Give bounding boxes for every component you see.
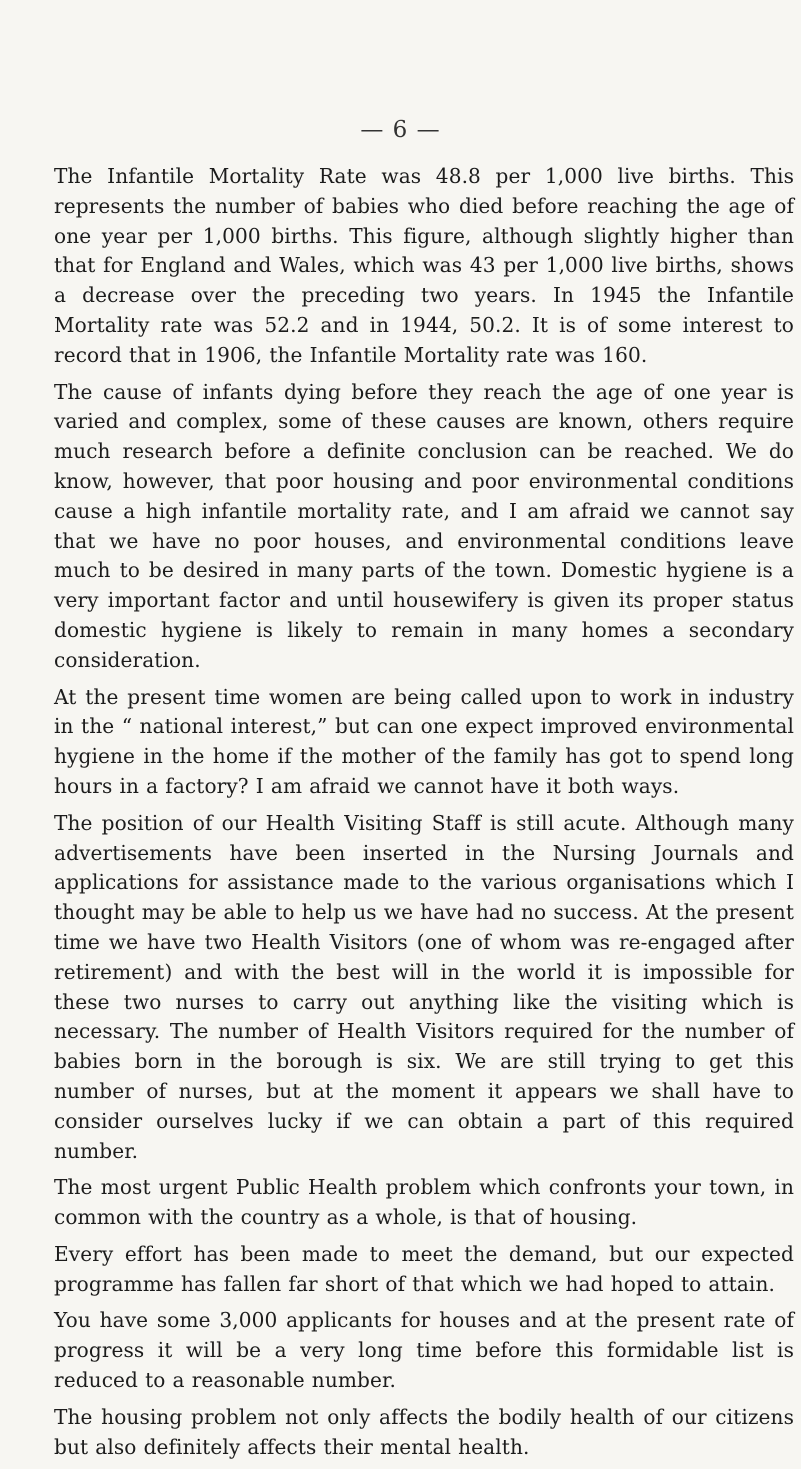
paragraph-housing-health: The housing problem not only affects the bodily health of our citizens but also definitely affects their mental health. (54, 1404, 794, 1459)
paragraph-housing-effort: Every effort has been made to meet the demand, but our expected programme has fallen far short of that which we had hoped to attain. (54, 1241, 794, 1296)
paragraph-health-visiting-staff: The position of our Health Visiting Staff is still acute. Although many advertisements have been inserted in the Nursing Journals and applications for assistance made to the various organisations which I thought may be able to help us we have had no success. At the present time we have two Health Visitors (one of whom was re-engaged after retirement) and with the best will in the world it is impossible for these two nurses to carry out anything like the visiting which is necessary. The number of Health Visitors required for the number of babies born in the borough is six. We are still trying to get this number of nurses, but at the moment it appears we shall have to consider ourselves lucky if we can obtain a part of this required number. (54, 810, 794, 1163)
paragraph-women-in-industry: At the present time women are being called upon to work in industry in the “ national interest,” but can one expect improved environmental hygiene in the home if the mother of the family has got to spend long hours in a factory? I am afraid we cannot have it both ways. (54, 684, 794, 798)
page-number: — 6 — (360, 117, 441, 143)
paragraph-housing-problem: The most urgent Public Health problem which confronts your town, in common with the country as a whole, is that of housing. (54, 1175, 794, 1230)
paragraph-causes-of-infant-death: The cause of infants dying before they reach the age of one year is varied and complex, some of these causes are known, others require much research before a definite conclusion can be reached. We do know, however, that poor housing and poor environmental conditions cause a high infantile mortality rate, and I am afraid we cannot say that we have no poor houses, and environmental conditions leave much to be desired in many parts of the town. Domestic hygiene is a very important factor and until housewifery is given its proper status domestic hygiene is likely to remain in many homes a secondary consideration. (54, 379, 794, 672)
paragraph-housing-applicants: You have some 3,000 applicants for houses and at the present rate of progress it will be a very long time before this formidable list is reduced to a reasonable number. (54, 1308, 794, 1393)
body-text (54, 162, 794, 1469)
paragraph-infantile-mortality-rate: The Infantile Mortality Rate was 48.8 per 1,000 live births. This represents the number of babies who died before reaching the age of one year per 1,000 births. This figure, although slightly higher than that for England and Wales, which was 43 per 1,000 live births, shows a decrease over the preceding two years. In 1945 the Infantile Mortality rate was 52.2 and in 1944, 50.2. It is of some interest to record that in 1906, the Infantile Mortality rate was 160. (54, 164, 794, 367)
